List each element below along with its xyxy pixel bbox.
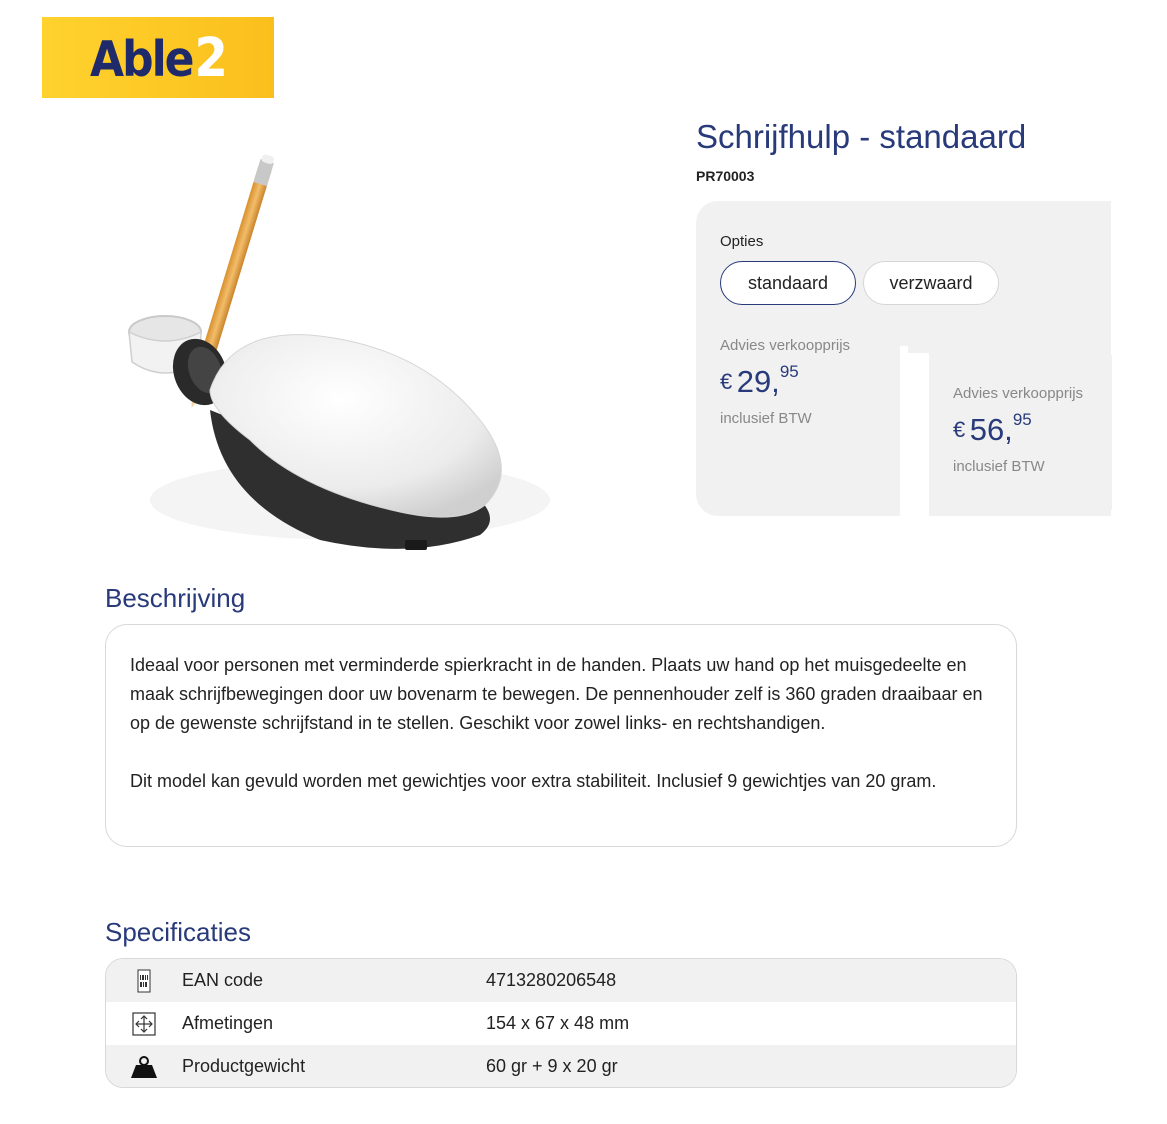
price-block-verzwaard (929, 355, 1112, 510)
price-decimals: 95 (779, 362, 799, 381)
logo-name: Able (90, 30, 193, 88)
description-paragraph: Ideaal voor personen met verminderde spierkracht in de handen. Plaats uw hand op het muisgedeelte en maak schrijfbewegingen door uw bovenarm te bewegen. De pennenhouder zelf is 360 graden draaibaar en op de gewenste schrijfstand in te stellen. Geschikt voor zowel links- en rechtshandigen. (130, 655, 983, 733)
logo-number: 2 (194, 26, 226, 89)
panel-divider (900, 353, 929, 516)
table-row (106, 1045, 1016, 1088)
specifications-title: Specificaties (105, 917, 251, 947)
description-paragraph: Dit model kan gevuld worden met gewichtjes voor extra stabiliteit. Inclusief 9 gewichtjes van 20 gram. (130, 771, 937, 791)
weight-icon (130, 1053, 158, 1081)
price-value (720, 364, 850, 400)
option-standaard-button[interactable]: standaard (720, 261, 856, 305)
option-verzwaard-button[interactable]: verzwaard (863, 261, 999, 305)
specifications-table (105, 958, 1017, 1088)
spec-name: EAN code (182, 970, 264, 990)
barcode-icon (130, 967, 158, 995)
spec-name: Productgewicht (182, 1056, 306, 1076)
description-title: Beschrijving (105, 583, 246, 613)
price-decimals: 95 (1012, 410, 1032, 429)
dimensions-icon (130, 1010, 158, 1038)
description-box (105, 624, 1017, 847)
price-vat-note: inclusief BTW (720, 410, 812, 427)
product-image (60, 140, 580, 580)
spec-value: 154 x 67 x 48 mm (486, 1013, 630, 1033)
price-value (953, 412, 1083, 448)
product-sku: PR70003 (696, 168, 755, 184)
price-integer: 56, (969, 412, 1013, 447)
spec-value: 4713280206548 (486, 970, 617, 990)
price-label: Advies verkoopprijs (720, 337, 851, 354)
options-label: Opties (720, 233, 764, 250)
brand-logo[interactable] (42, 17, 274, 98)
currency-symbol: € (720, 369, 733, 394)
spec-name: Afmetingen (182, 1013, 274, 1033)
spec-value: 60 gr + 9 x 20 gr (486, 1056, 618, 1076)
table-row (106, 1002, 1016, 1045)
table-row (106, 959, 1016, 1002)
price-vat-note: inclusief BTW (953, 458, 1045, 475)
price-integer: 29, (736, 364, 780, 399)
product-title: Schrijfhulp - standaard (696, 118, 1027, 155)
price-label: Advies verkoopprijs (953, 385, 1084, 402)
price-block-standaard (720, 337, 850, 427)
currency-symbol: € (953, 417, 966, 442)
